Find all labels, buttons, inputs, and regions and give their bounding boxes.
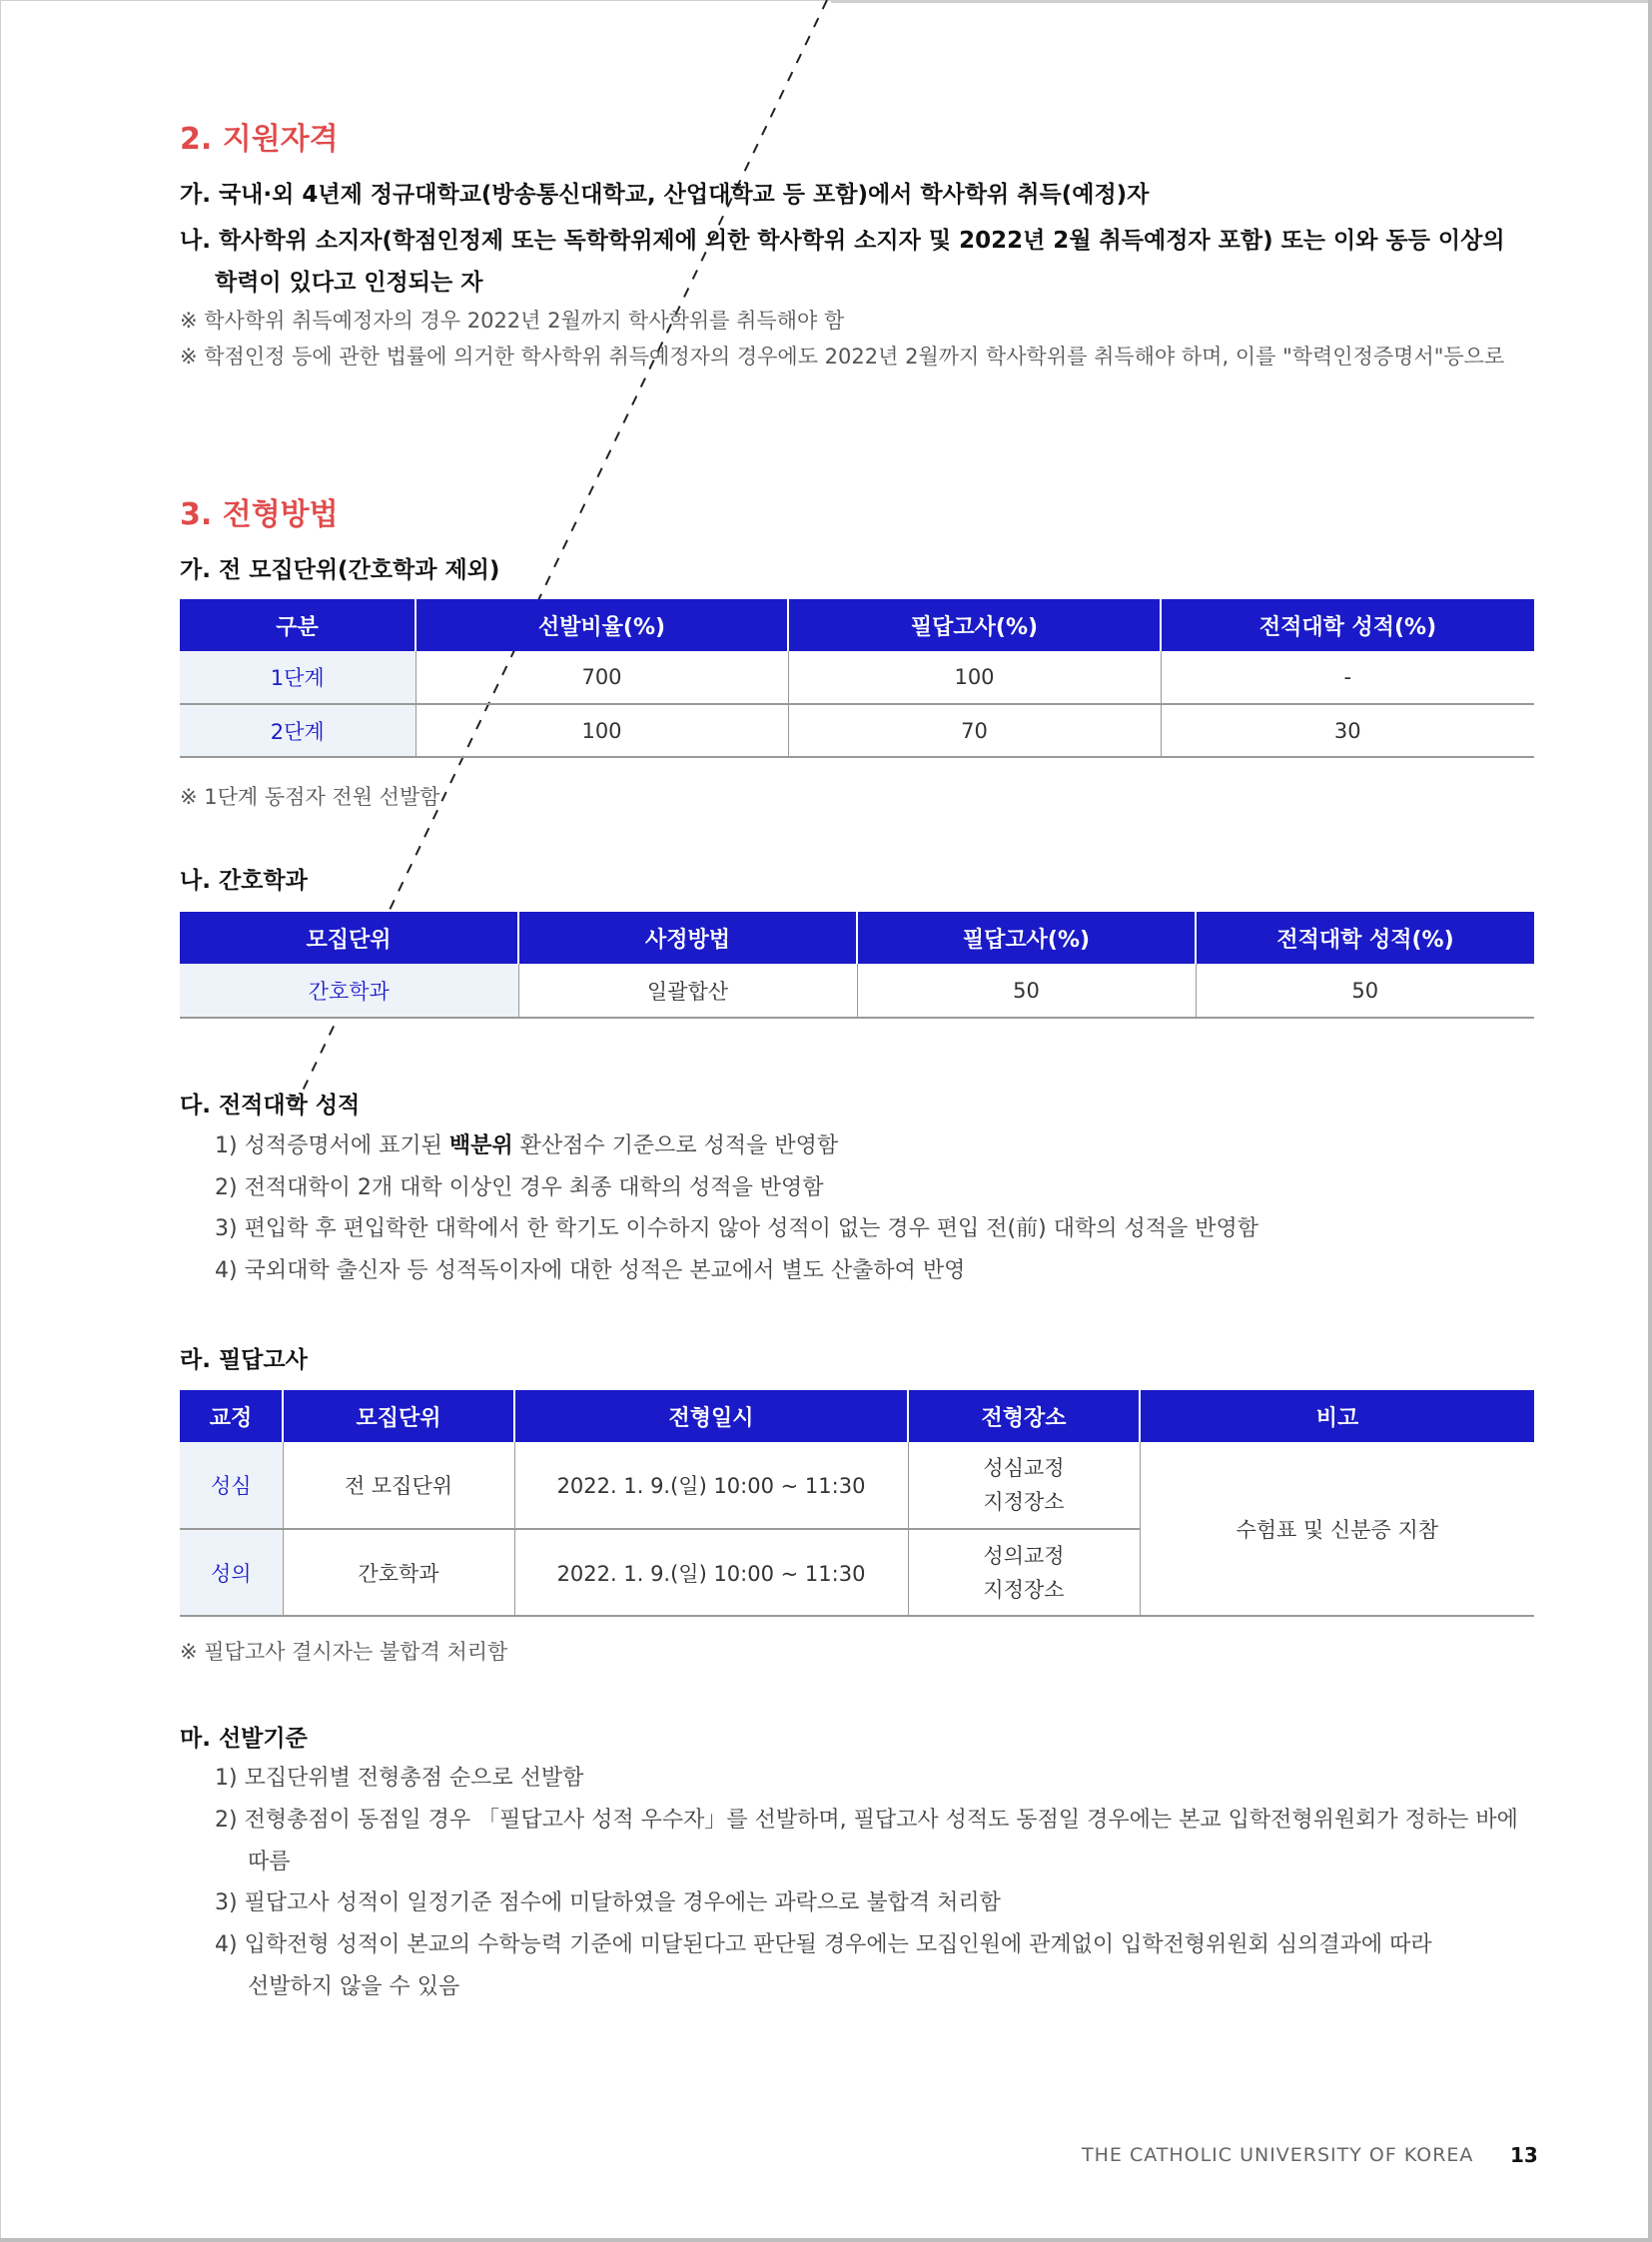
table-cell: 간호학과 (283, 1529, 514, 1616)
table-cell: - (1161, 651, 1534, 704)
written-exam-table (180, 1390, 1534, 1617)
table-header: 사정방법 (518, 912, 857, 964)
table-cell: 간호학과 (180, 964, 518, 1018)
table-header: 구분 (180, 599, 415, 651)
table1-note: ※ 1단계 동점자 전원 선발함 (180, 785, 440, 809)
method-da-title: 다. 전적대학 성적 (180, 1093, 361, 1119)
table-cell: 2022. 1. 9.(일) 10:00 ~ 11:30 (514, 1529, 908, 1616)
selection-ratio-table (180, 599, 1534, 758)
place-line: 성의교정 (983, 1543, 1065, 1568)
table3-note: ※ 필답고사 결시자는 불합격 처리함 (180, 1640, 508, 1664)
footer-university: THE CATHOLIC UNIVERSITY OF KOREA (1082, 2144, 1474, 2166)
ma-item-2: 2) 전형총점이 동점일 경우 「필답고사 성적 우수자」를 선발하며, 필답고사 성적도 동점일 경우에는 본교 입학전형위원회가 정하는 바에 (215, 1808, 1518, 1833)
table-cell: 2단계 (180, 704, 415, 757)
section-title-qualification: 2. 지원자격 (180, 122, 339, 157)
da-item-3: 3) 편입학 후 편입학한 대학에서 한 학기도 이수하지 않아 성적이 없는 경우 편입 전(前) 대학의 성적을 반영함 (215, 1216, 1258, 1241)
qualification-note-2: ※ 학점인정 등에 관한 법률에 의거한 학사학위 취득예정자의 경우에도 2022년 2월까지 학사학위를 취득해야 하며, 이를 "학력인정증명서"등으로 (180, 345, 1505, 369)
table-cell: 일괄합산 (518, 964, 857, 1018)
qualification-item-na: 나. 학사학위 소지자(학점인정제 또는 독학학위제에 의한 학사학위 소지자 및 2022년 2월 취득예정자 포함) 또는 이와 동등 이상의 (180, 228, 1505, 254)
ma-item-2-cont: 따름 (248, 1850, 291, 1874)
table-header: 전적대학 성적(%) (1161, 599, 1534, 651)
qualification-note-1: ※ 학사학위 취득예정자의 경우 2022년 2월까지 학사학위를 취득해야 함 (180, 309, 845, 333)
table-header: 전적대학 성적(%) (1196, 912, 1534, 964)
table-header: 교정 (180, 1390, 283, 1442)
table-header: 비고 (1140, 1390, 1534, 1442)
table-header: 전형일시 (514, 1390, 908, 1442)
da-item-2: 2) 전적대학이 2개 대학 이상인 경우 최종 대학의 성적을 반영함 (215, 1175, 824, 1200)
table-header: 모집단위 (283, 1390, 514, 1442)
table-cell: 100 (788, 651, 1161, 704)
table-cell: 700 (415, 651, 788, 704)
table-header: 모집단위 (180, 912, 518, 964)
table-cell: 50 (857, 964, 1196, 1018)
da-item-1-bold: 백분위 (448, 1133, 513, 1158)
table-cell (908, 1442, 1140, 1529)
ma-item-4-cont: 선발하지 않을 수 있음 (248, 1974, 460, 1999)
place-line: 지정장소 (983, 1577, 1065, 1602)
table-row (180, 964, 1534, 1018)
table-header: 필답고사(%) (788, 599, 1161, 651)
table-row (180, 1442, 1534, 1529)
table-cell: 성심 (180, 1442, 283, 1529)
table-row (180, 704, 1534, 757)
table-header: 필답고사(%) (857, 912, 1196, 964)
ma-item-3: 3) 필답고사 성적이 일정기준 점수에 미달하였을 경우에는 과락으로 불합격 처리함 (215, 1890, 1001, 1915)
table-cell: 성의 (180, 1529, 283, 1616)
ma-item-1: 1) 모집단위별 전형총점 순으로 선발함 (215, 1766, 584, 1791)
qualification-item-ga: 가. 국내·외 4년제 정규대학교(방송통신대학교, 산업대학교 등 포함)에서 학사학위 취득(예정)자 (180, 182, 1150, 208)
method-ra-title: 라. 필답고사 (180, 1347, 308, 1373)
table-cell: 1단계 (180, 651, 415, 704)
place-line: 지정장소 (983, 1490, 1065, 1514)
method-ma-title: 마. 선발기준 (180, 1726, 308, 1752)
table-cell: 2022. 1. 9.(일) 10:00 ~ 11:30 (514, 1442, 908, 1529)
da-item-1-text: 1) 성적증명서에 표기된 (215, 1133, 449, 1158)
method-na-title: 나. 간호학과 (180, 868, 308, 894)
table-cell: 70 (788, 704, 1161, 757)
table-header: 전형장소 (908, 1390, 1140, 1442)
table-header-row (180, 599, 1534, 651)
table-cell: 30 (1161, 704, 1534, 757)
da-item-1-text-end: 환산점수 기준으로 성적을 반영함 (512, 1133, 839, 1158)
page-number: 13 (1510, 2143, 1538, 2167)
table-cell-remark: 수험표 및 신분증 지참 (1140, 1442, 1534, 1616)
qualification-item-na-cont: 학력이 있다고 인정되는 자 (215, 270, 483, 296)
table-header-row (180, 912, 1534, 964)
da-item-1 (215, 1128, 838, 1159)
table-cell: 100 (415, 704, 788, 757)
table-cell: 50 (1196, 964, 1534, 1018)
da-item-4: 4) 국외대학 출신자 등 성적독이자에 대한 성적은 본교에서 별도 산출하여 반영 (215, 1258, 966, 1283)
table-row (180, 651, 1534, 704)
method-ga-title: 가. 전 모집단위(간호학과 제외) (180, 557, 500, 583)
section-title-method: 3. 전형방법 (180, 497, 339, 532)
table-header-row (180, 1390, 1534, 1442)
table-cell: 전 모집단위 (283, 1442, 514, 1529)
ma-item-4: 4) 입학전형 성적이 본교의 수학능력 기준에 미달된다고 판단될 경우에는 모집인원에 관계없이 입학전형위원회 심의결과에 따라 (215, 1932, 1432, 1957)
place-line: 성심교정 (983, 1456, 1065, 1480)
table-cell (908, 1529, 1140, 1616)
nursing-table (180, 912, 1534, 1019)
table-header: 선발비율(%) (415, 599, 788, 651)
